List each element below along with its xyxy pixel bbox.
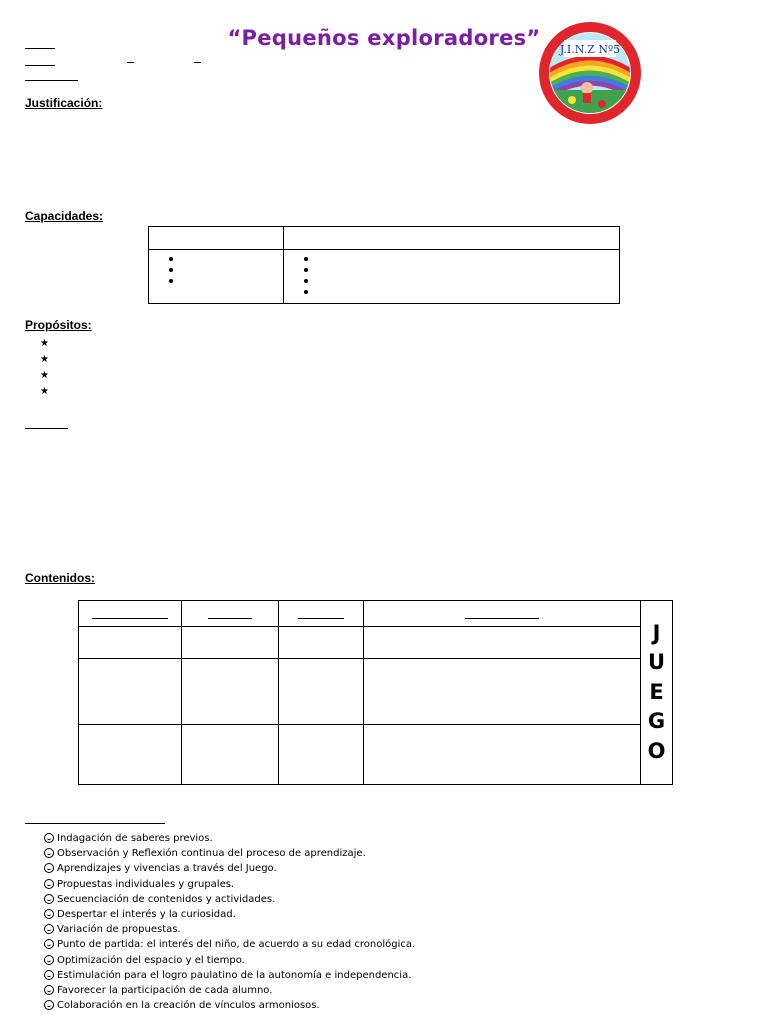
document-title: “Pequeños exploradores” <box>227 26 541 50</box>
table-cell <box>284 227 620 250</box>
table-cell <box>149 227 284 250</box>
footnote-item: Punto de partida: el interés del niño, de acuerdo a su edad cronológica. <box>44 937 415 952</box>
table-cell <box>182 601 279 627</box>
school-logo <box>537 20 643 126</box>
table-cell <box>79 627 182 659</box>
table-cell <box>279 627 364 659</box>
star-icon: ★ <box>40 370 49 381</box>
smiley-icon <box>44 924 54 934</box>
footnote-item: Observación y Reflexión continua del proceso de aprendizaje. <box>44 846 415 861</box>
smiley-icon <box>44 894 54 904</box>
list-item <box>304 276 619 287</box>
table-cell <box>279 601 364 627</box>
table-cell <box>364 659 641 725</box>
juego-letter: G <box>647 709 666 734</box>
heading-justificacion: Justificación: <box>25 96 103 110</box>
smiley-icon <box>44 909 54 919</box>
list-item <box>169 254 283 265</box>
heading-capacidades: Capacidades: <box>25 209 104 223</box>
footnote-list <box>44 831 415 1013</box>
list-item <box>169 276 283 287</box>
header-line <box>25 65 55 66</box>
star-icon: ★ <box>40 386 49 397</box>
header-line <box>25 48 55 49</box>
bullet-list <box>149 250 283 287</box>
footnote-item: Variación de propuestas. <box>44 922 415 937</box>
table-cell <box>149 250 284 304</box>
footnote-item: Colaboración en la creación de vínculos armoniosos. <box>44 998 415 1013</box>
smiley-icon <box>44 985 54 995</box>
smiley-icon <box>44 939 54 949</box>
list-item <box>304 265 619 276</box>
list-item <box>304 254 619 265</box>
header-line <box>127 62 134 63</box>
footnote-item: Estimulación para el logro paulatino de la autonomía e independencia. <box>44 968 415 983</box>
footnote-item: Secuenciación de contenidos y actividades. <box>44 892 415 907</box>
smiley-icon <box>44 955 54 965</box>
star-icon: ★ <box>40 338 49 349</box>
footnote-item: Propuestas individuales y grupales. <box>44 877 415 892</box>
table-cell <box>182 627 279 659</box>
footnote-item: Indagación de saberes previos. <box>44 831 415 846</box>
footnote-item: Aprendizajes y vivencias a través del Juego. <box>44 861 415 876</box>
capacidades-table <box>148 226 620 304</box>
smiley-icon <box>44 848 54 858</box>
list-item <box>304 287 619 298</box>
heading-propositos: Propósitos: <box>25 318 92 332</box>
juego-letter: J <box>652 620 661 645</box>
juego-letter: U <box>647 650 666 675</box>
smiley-icon <box>44 879 54 889</box>
juego-column <box>641 601 673 785</box>
header-line <box>194 62 201 63</box>
footnote-item: Favorecer la participación de cada alumno. <box>44 983 415 998</box>
heading-contenidos: Contenidos: <box>25 571 95 585</box>
star-icon: ★ <box>40 354 49 365</box>
header-line <box>25 80 78 81</box>
juego-letter: E <box>649 679 664 704</box>
footnote-item: Despertar el interés y la curiosidad. <box>44 907 415 922</box>
table-cell <box>364 725 641 785</box>
table-cell <box>79 601 182 627</box>
smiley-icon <box>44 1000 54 1010</box>
table-cell <box>79 725 182 785</box>
logo-text: J.I.N.Z Nº5 <box>559 43 621 56</box>
table-cell <box>79 659 182 725</box>
smiley-icon <box>44 970 54 980</box>
footnote-item: Optimización del espacio y el tiempo. <box>44 953 415 968</box>
table-cell <box>364 627 641 659</box>
table-cell <box>279 725 364 785</box>
table-cell <box>182 659 279 725</box>
section-line <box>25 428 68 429</box>
smiley-icon <box>44 833 54 843</box>
table-cell <box>364 601 641 627</box>
table-cell <box>279 659 364 725</box>
list-item <box>169 265 283 276</box>
juego-letter: O <box>647 738 666 763</box>
bullet-list <box>284 250 619 298</box>
table-cell <box>284 250 620 304</box>
propositos-list <box>40 336 49 400</box>
smiley-icon <box>44 863 54 873</box>
contenidos-table <box>78 600 673 785</box>
table-cell <box>182 725 279 785</box>
footnote-separator <box>25 823 165 824</box>
